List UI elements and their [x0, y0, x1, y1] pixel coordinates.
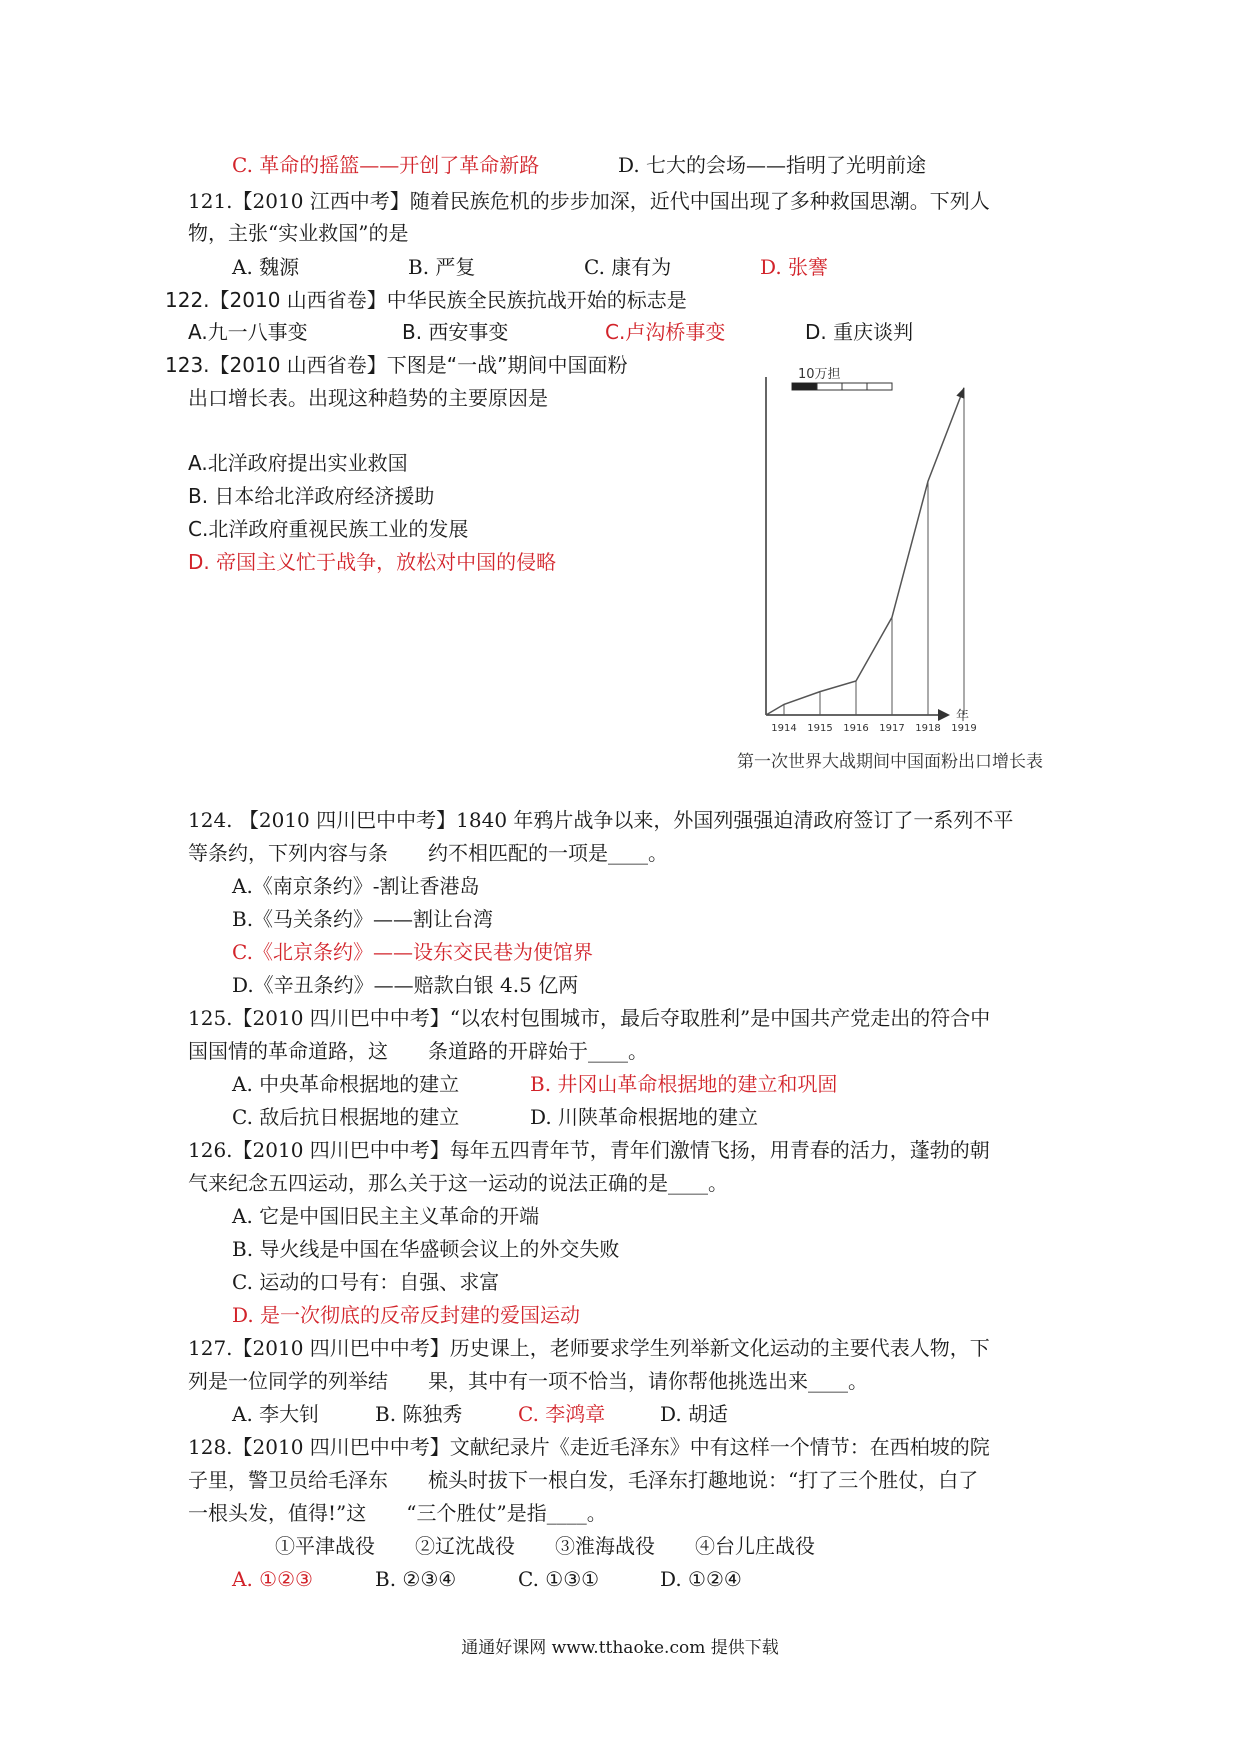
scale-label: 10万担 [798, 367, 841, 382]
q128-option-c: C. ①③① [518, 1567, 600, 1591]
q125-stem-line1: 125.【2010 四川巴中中考】“以农村包围城市，最后夺取胜利”是中国共产党走出的符合中 [188, 1006, 991, 1030]
q121-option-d: D. 张謇 [760, 255, 829, 279]
q121-option-c: C. 康有为 [584, 255, 672, 279]
q125-option-d: D. 川陕革命根据地的建立 [530, 1105, 759, 1129]
q126-option-d: D. 是一次彻底的反帝反封建的爱国运动 [232, 1303, 581, 1327]
flour-export-chart-svg [700, 345, 1080, 775]
q128-stem-line3: 一根头发，值得!”这 “三个胜仗”是指____。 [188, 1501, 607, 1525]
q126-option-c: C. 运动的口号有：自强、求富 [232, 1270, 500, 1294]
q127-stem-line2: 列是一位同学的列举结 果，其中有一项不恰当，请你帮他挑选出来____。 [188, 1369, 868, 1393]
q122-option-d: D. 重庆谈判 [805, 320, 914, 344]
q124-stem-line2: 等条约，下列内容与条 约不相匹配的一项是____。 [188, 841, 668, 865]
q123-option-c: C.北洋政府重视民族工业的发展 [188, 517, 469, 541]
q122-option-c: C.卢沟桥事变 [605, 320, 726, 344]
q128-option-a: A. ①②③ [232, 1567, 313, 1591]
q123-option-b: B. 日本给北洋政府经济援助 [188, 484, 435, 508]
q124-option-a: A.《南京条约》-割让香港岛 [232, 874, 480, 898]
q127-option-a: A. 李大钊 [232, 1402, 320, 1426]
q124-option-b: B.《马关条约》——割让台湾 [232, 907, 494, 931]
x-axis-label: 年 [956, 709, 970, 724]
series-line [766, 388, 964, 715]
q126-option-a: A. 它是中国旧民主主义革命的开端 [232, 1204, 540, 1228]
q122-option-b: B. 西安事变 [402, 320, 509, 344]
q122-stem: 122.【2010 山西省卷】中华民族全民族抗战开始的标志是 [165, 288, 687, 312]
scale-bar-fill [792, 383, 817, 390]
q128-stem-line1: 128.【2010 四川巴中中考】文献纪录片《走近毛泽东》中有这样一个情节：在西柏坡的院 [188, 1435, 990, 1459]
x-tick-label: 1917 [879, 723, 905, 734]
q121-stem-line2: 物，主张“实业救国”的是 [188, 221, 409, 245]
q128-item-list: ①平津战役 ②辽沈战役 ③淮海战役 ④台儿庄战役 [275, 1534, 815, 1558]
q126-stem-line2: 气来纪念五四运动，那么关于这一运动的说法正确的是____。 [188, 1171, 728, 1195]
footer-credit: 通通好课网 www.tthaoke.com 提供下载 [461, 1638, 779, 1658]
series-arrow [956, 388, 964, 399]
q128-option-d: D. ①②④ [660, 1567, 742, 1591]
x-axis-arrow [938, 709, 950, 721]
q124-stem-line1: 124. 【2010 四川巴中中考】1840 年鸦片战争以来，外国列强强迫清政府签订了一系列不平 [188, 808, 1014, 832]
q125-stem-line2: 国国情的革命道路，这 条道路的开辟始于____。 [188, 1039, 648, 1063]
q123-option-a: A.北洋政府提出实业救国 [188, 451, 408, 475]
q120-option-c: C. 革命的摇篮——开创了革命新路 [232, 153, 540, 177]
chart-title: 第一次世界大战期间中国面粉出口增长表 [737, 752, 1043, 772]
q127-option-b: B. 陈独秀 [375, 1402, 463, 1426]
q125-option-b: B. 井冈山革命根据地的建立和巩固 [530, 1072, 838, 1096]
q128-option-b: B. ②③④ [375, 1567, 457, 1591]
q127-option-c: C. 李鸿章 [518, 1402, 606, 1426]
q122-option-a: A.九一八事变 [188, 320, 308, 344]
q123-stem-line1: 123.【2010 山西省卷】下图是“一战”期间中国面粉 [165, 353, 628, 377]
q127-option-d: D. 胡适 [660, 1402, 729, 1426]
q123-option-d: D. 帝国主义忙于战争，放松对中国的侵略 [188, 550, 557, 574]
flour-export-chart [700, 345, 1080, 775]
q121-option-b: B. 严复 [408, 255, 476, 279]
x-tick-label: 1918 [915, 723, 941, 734]
q126-option-b: B. 导火线是中国在华盛顿会议上的外交失败 [232, 1237, 620, 1261]
q121-stem-line1: 121.【2010 江西中考】随着民族危机的步步加深，近代中国出现了多种救国思潮。下列人 [188, 189, 990, 213]
q125-option-c: C. 敌后抗日根据地的建立 [232, 1105, 460, 1129]
q123-stem-line2: 出口增长表。出现这种趋势的主要原因是 [188, 386, 548, 410]
q127-stem-line1: 127.【2010 四川巴中中考】历史课上，老师要求学生列举新文化运动的主要代表人物，下 [188, 1336, 990, 1360]
q126-stem-line1: 126.【2010 四川巴中中考】每年五四青年节，青年们激情飞扬，用青春的活力，蓬勃的朝 [188, 1138, 990, 1162]
x-tick-label: 1919 [951, 723, 977, 734]
q121-option-a: A. 魏源 [232, 255, 300, 279]
q125-option-a: A. 中央革命根据地的建立 [232, 1072, 460, 1096]
q124-option-c: C.《北京条约》——设东交民巷为使馆界 [232, 940, 593, 964]
q124-option-d: D.《辛丑条约》——赔款白银 4.5 亿两 [232, 973, 579, 997]
x-tick-label: 1915 [807, 723, 833, 734]
x-tick-label: 1916 [843, 723, 869, 734]
q128-stem-line2: 子里，警卫员给毛泽东 梳头时拔下一根白发，毛泽东打趣地说：“打了三个胜仗，白了 [188, 1468, 979, 1492]
x-tick-label: 1914 [771, 723, 797, 734]
q120-option-d: D. 七大的会场——指明了光明前途 [618, 153, 927, 177]
